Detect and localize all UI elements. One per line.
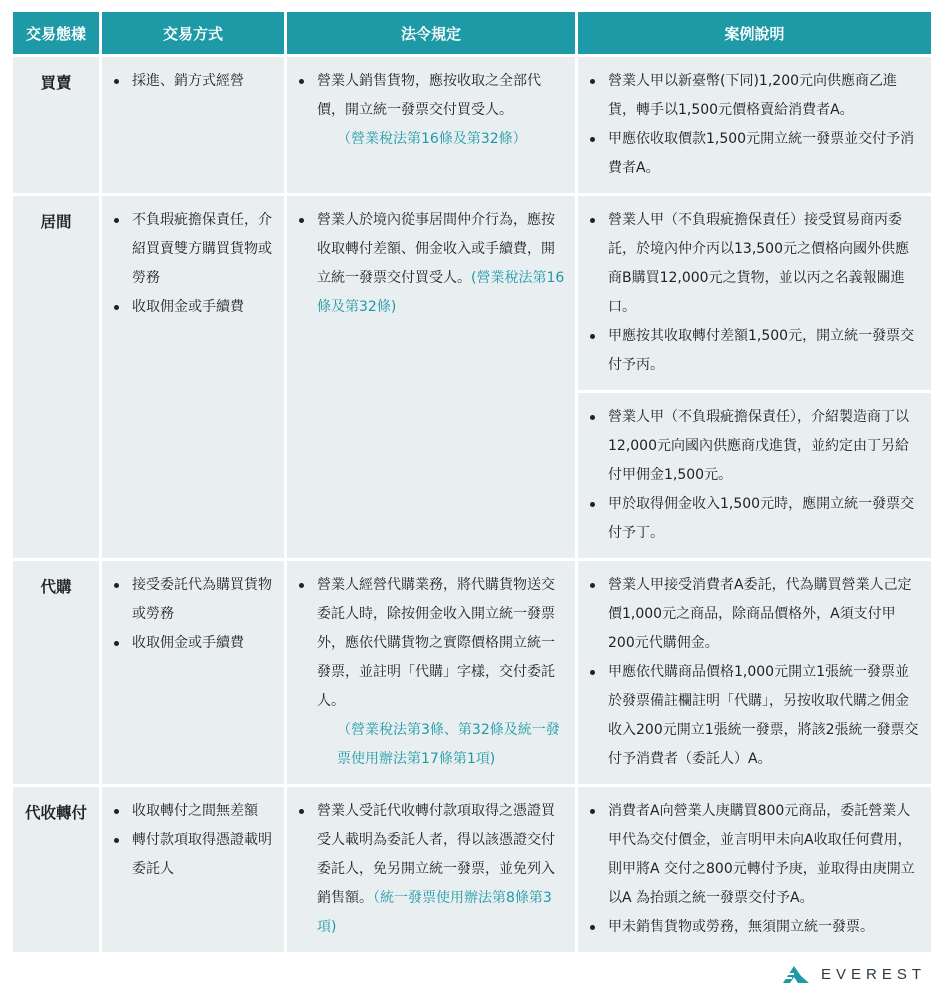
case-item: 營業人甲（不負瑕疵擔保責任）接受貿易商丙委託，於境內仲介丙以13,500元之價格向國外供應商B購買12,000元之貨物，並以丙之名義報關進口。: [588, 206, 921, 322]
case-item: 營業人甲接受消費者A委託，代為購買營業人己定價1,000元之商品，除商品價格外，A須支付甲200元代購佣金。: [588, 571, 921, 658]
method-cell: [102, 561, 284, 787]
method-item: 採進、銷方式經營: [112, 67, 274, 96]
law-reference: （營業稅法第3條、第32條及統一發票使用辦法第17條第1項): [337, 722, 560, 767]
method-item: 不負瑕疵擔保責任，介紹買賣雙方購買貨物或勞務: [112, 206, 274, 293]
law-item: [297, 206, 565, 322]
law-cell: [287, 787, 575, 955]
case-cell: [578, 57, 931, 196]
case-cell: [578, 561, 931, 787]
method-item: 收取佣金或手續費: [112, 629, 274, 658]
law-reference: (營業稅法第16條及第32條): [317, 270, 565, 315]
method-cell: [102, 57, 284, 196]
case-block: [578, 787, 931, 952]
table-header-row: [13, 12, 931, 57]
header-legal-provision: 法令規定: [287, 12, 575, 57]
logo-text: EVEREST: [820, 965, 926, 983]
case-cell: [578, 196, 931, 561]
method-item: 收取轉付之間無差額: [112, 797, 274, 826]
everest-logo: [781, 962, 926, 986]
header-transaction-method: 交易方式: [102, 12, 284, 57]
mountain-logo-icon: [781, 964, 811, 984]
case-item: 營業人甲（不負瑕疵擔保責任），介紹製造商丁以12,000元向國內供應商戊進貨，並約定由丁另給付甲佣金1,500元。: [588, 403, 921, 490]
table-row: [13, 787, 931, 955]
case-block: [578, 561, 931, 784]
law-cell: [287, 561, 575, 787]
case-block: [578, 390, 931, 558]
table-row: [13, 561, 931, 787]
method-cell: [102, 787, 284, 955]
transaction-types-table: [10, 12, 934, 955]
case-item: 消費者A向營業人庚購買800元商品，委託營業人甲代為交付價金，並言明甲未向A收取任何費用，則甲將A 交付之800元轉付予庚，並取得由庚開立以A 為抬頭之統一發票交付予A。: [588, 797, 921, 913]
case-block: [578, 196, 931, 390]
law-text: 營業人經營代購業務，將代購貨物送交委託人時，除按佣金收入開立統一發票外，應依代購貨物之實際價格開立統一發票，並註明「代購」字樣，交付委託人。: [317, 577, 555, 709]
law-text: 營業人於境內從事居間仲介行為，應按收取轉付差額、佣金收入或手續費，開立統一發票交付買受人。: [317, 212, 555, 286]
law-item: [297, 67, 565, 154]
row-type-purchasing-agent: 代購: [13, 561, 99, 787]
method-cell: [102, 196, 284, 561]
method-item: 接受委託代為購買貨物或勞務: [112, 571, 274, 629]
case-cell: [578, 787, 931, 955]
case-item: 甲應依收取價款1,500元開立統一發票並交付予消費者A。: [588, 125, 921, 183]
law-reference: （統一發票使用辦法第8條第3項): [317, 890, 552, 935]
method-item: 收取佣金或手續費: [112, 293, 274, 322]
row-type-brokerage: 居間: [13, 196, 99, 561]
case-item: 甲應依代購商品價格1,000元開立1張統一發票並於發票備註欄註明「代購」，另按收取代購之佣金收入200元開立1張統一發票，將該2張統一發票交付予消費者（委託人）A。: [588, 658, 921, 774]
table-row: [13, 57, 931, 196]
law-text: 營業人受託代收轉付款項取得之憑證買受人載明為委託人者，得以該憑證交付委託人，免另開立統一發票，並免列入銷售額。: [317, 803, 555, 906]
law-cell: [287, 57, 575, 196]
row-type-sale: 買賣: [13, 57, 99, 196]
case-item: 營業人甲以新臺幣(下同)1,200元向供應商乙進貨，轉手以1,500元價格賣給消費者A。: [588, 67, 921, 125]
law-text: 營業人銷售貨物，應按收取之全部代價，開立統一發票交付買受人。: [317, 73, 541, 118]
header-transaction-type: 交易態樣: [13, 12, 99, 57]
table-row: [13, 196, 931, 561]
law-reference: （營業稅法第16條及第32條）: [337, 131, 527, 147]
method-item: 轉付款項取得憑證載明委託人: [112, 826, 274, 884]
row-type-collection-payment: 代收轉付: [13, 787, 99, 955]
case-item: 甲未銷售貨物或勞務，無須開立統一發票。: [588, 913, 921, 942]
header-case-explanation: 案例說明: [578, 12, 931, 57]
case-item: 甲應按其收取轉付差額1,500元，開立統一發票交付予丙。: [588, 322, 921, 380]
law-item: [297, 571, 565, 774]
law-item: [297, 797, 565, 942]
case-block: [578, 57, 931, 193]
law-cell: [287, 196, 575, 561]
case-item: 甲於取得佣金收入1,500元時，應開立統一發票交付予丁。: [588, 490, 921, 548]
